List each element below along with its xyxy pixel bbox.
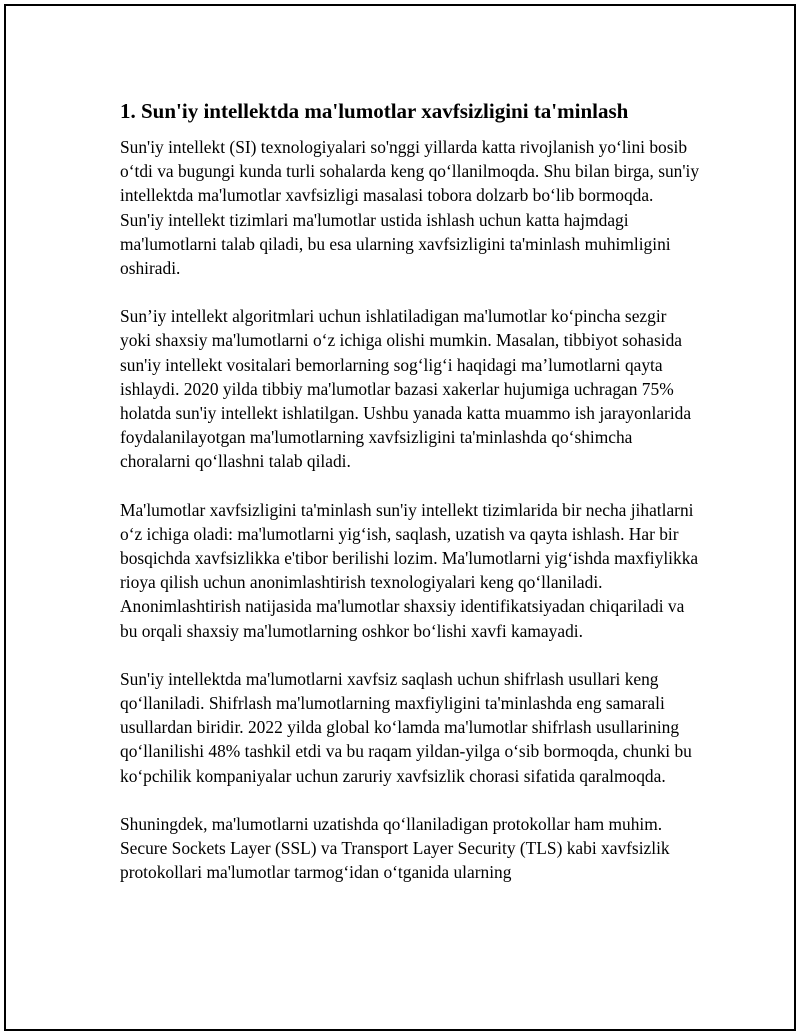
document-page — [4, 4, 796, 1031]
paragraph-3: Ma'lumotlar xavfsizligini ta'minlash sun'iy intellekt tizimlarida bir necha jihatlarni o‘z ichiga oladi: ma'lumotlarni yig‘ish, saqlash, uzatish va qayta ishlash. Har bir bosqichda xavfsizlikka e'tibor berilishi lozim. Ma'lumotlarni yig‘ishda maxfiylikka rioya qilish uchun anonimlashtirish texnologiyalari keng qo‘llaniladi. Anonimlashtirish natijasida ma'lumotlar shaxsiy identifikatsiyadan chiqariladi va bu orqali shaxsiy ma'lumotlarning oshkor bo‘lishi xavfi kamayadi. — [120, 499, 699, 641]
paragraph-4: Sun'iy intellektda ma'lumotlarni xavfsiz saqlash uchun shifrlash usullari keng qo‘llaniladi. Shifrlash ma'lumotlarning maxfiyligini ta'minlashda eng samarali usullardan biridir. 2022 yilda global ko‘lamda ma'lumotlar shifrlash usullarining qo‘llanilishi 48% tashkil etdi va bu raqam yildan-yilga o‘sib bormoqda, chunki bu ko‘pchilik kompaniyalar uchun zaruriy xavfsizlik chorasi sifatida qaralmoqda. — [120, 668, 692, 786]
document-body — [120, 96, 700, 908]
paragraph-2: Sun’iy intellekt algoritmlari uchun ishlatiladigan ma'lumotlar ko‘pincha sezgir yoki shaxsiy ma'lumotlarni o‘z ichiga olishi mumkin. Masalan, tibbiyot sohasida sun'iy intellekt vositalari bemorlarning sog‘lig‘i haqidagi ma’lumotlarni qayta ishlaydi. 2020 yilda tibbiy ma'lumotlar bazasi xakerlar hujumiga uchragan 75% holatda sun'iy intellekt ishlatilgan. Ushbu yanada katta muammo ish jarayonlarida foydalanilayotgan ma'lumotlarning xavfsizligini ta'minlashda qo‘shimcha choralarni qo‘llashni talab qiladi. — [120, 306, 692, 472]
paragraph-1: Sun'iy intellekt (SI) texnologiyalari so'nggi yillarda katta rivojlanish yo‘lini bosib o‘tdi va bugungi kunda turli sohalarda keng qo‘llanilmoqda. Shu bilan birga, sun'iy intellektda ma'lumotlar xavfsizligi masalasi tobora dolzarb bo‘lib bormoqda. Sun'iy intellekt tizimlari ma'lumotlar ustida ishlash uchun katta hajmdagi ma'lumotlarni talab qiladi, bu esa ularning xavfsizligini ta'minlash muhimligini oshiradi. — [120, 137, 700, 279]
section-heading: 1. Sun'iy intellektda ma'lumotlar xavfsizligini ta'minlash — [120, 99, 629, 123]
paragraph-5: Shuningdek, ma'lumotlarni uzatishda qo‘llaniladigan protokollar ham muhim. Secure Sockets Layer (SSL) va Transport Layer Security (TLS) kabi xavfsizlik protokollari ma'lumotlar tarmog‘idan o‘tganida ularning — [120, 813, 670, 883]
